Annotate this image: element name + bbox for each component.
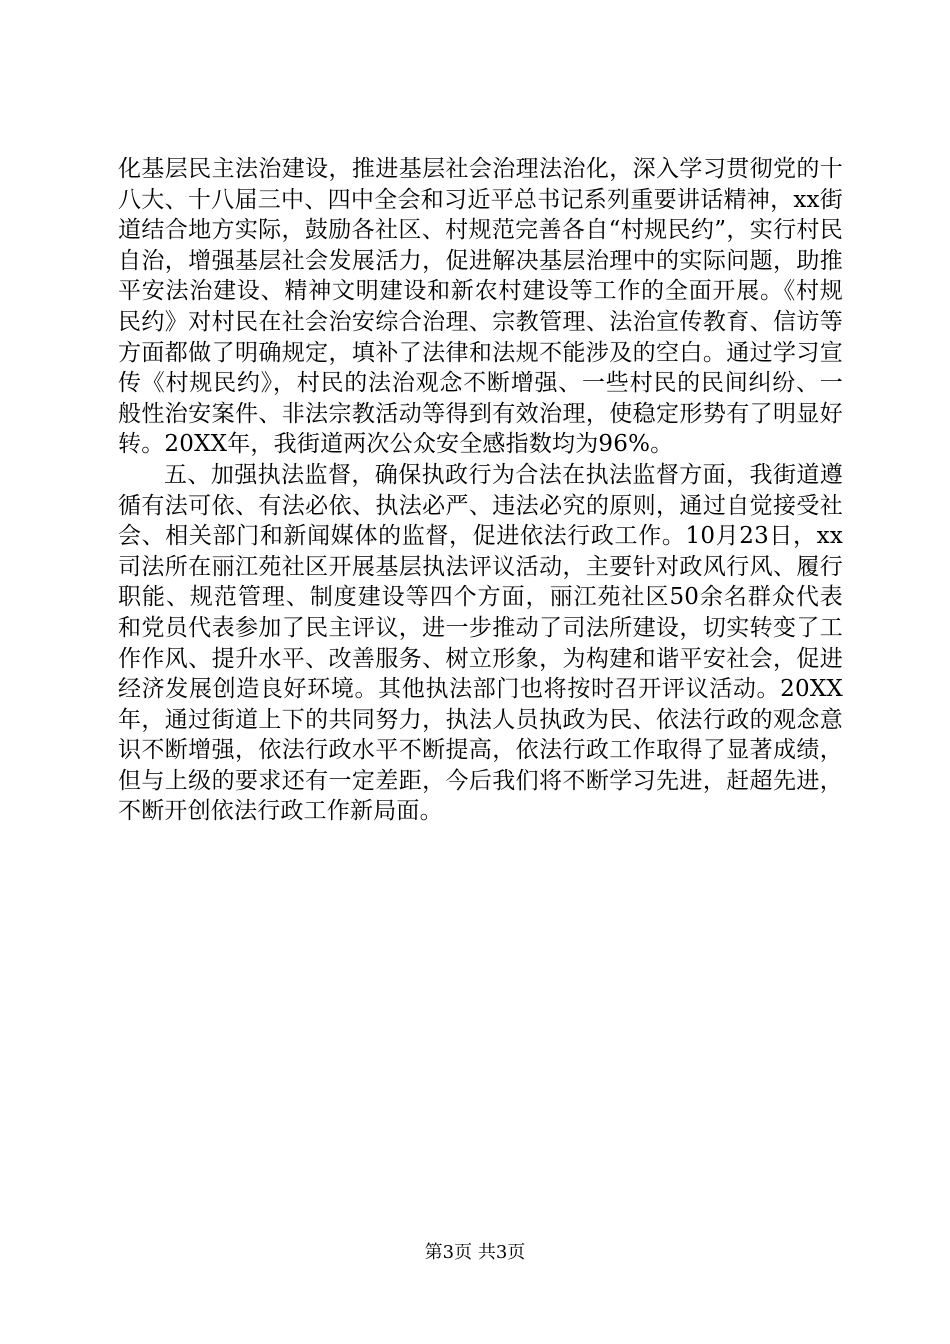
page-footer: 第3页 共3页 [424, 1242, 526, 1263]
paragraph-2: 五、加强执法监督，确保执政行为合法在执法监督方面，我街道遵循有法可依、有法必依、执法必严、违法必究的原则，通过自觉接受社会、相关部门和新闻媒体的监督，促进依法行政工作。10月23日，xx司法所在丽江苑社区开展基层执法评议活动，主要针对政风行风、履行职能、规范管理、制度建设等四个方面，丽江苑社区50余名群众代表和党员代表参加了民主评议，进一步推动了司法所建设，切实转变了工作作风、提升水平、改善服务、树立形象，为构建和谐平安社会，促进经济发展创造良好环境。其他执法部门也将按时召开评议活动。20XX年，通过街道上下的共同努力，执法人员执政为民、依法行政的观念意识不断增强，依法行政水平不断提高，依法行政工作取得了显著成绩，但与上级的要求还有一定差距，今后我们将不断学习先进，赶超先进，不断开创依法行政工作新局面。 [118, 461, 843, 825]
document-body [118, 154, 843, 827]
paragraph-1: 化基层民主法治建设，推进基层社会治理法治化，深入学习贯彻党的十八大、十八届三中、四中全会和习近平总书记系列重要讲话精神，xx街道结合地方实际，鼓励各社区、村规范完善各自“村规民约”，实行村民自治，增强基层社会发展活力，促进解决基层治理中的实际问题，助推平安法治建设、精神文明建设和新农村建设等工作的全面开展。《村规民约》对村民在社会治安综合治理、宗教管理、法治宣传教育、信访等方面都做了明确规定，填补了法律和法规不能涉及的空白。通过学习宣传《村规民约》，村民的法治观念不断增强、一些村民的民间纠纷、一般性治安案件、非法宗教活动等得到有效治理，使稳定形势有了明显好转。20XX年，我街道两次公众安全感指数均为96%。 [118, 156, 843, 458]
